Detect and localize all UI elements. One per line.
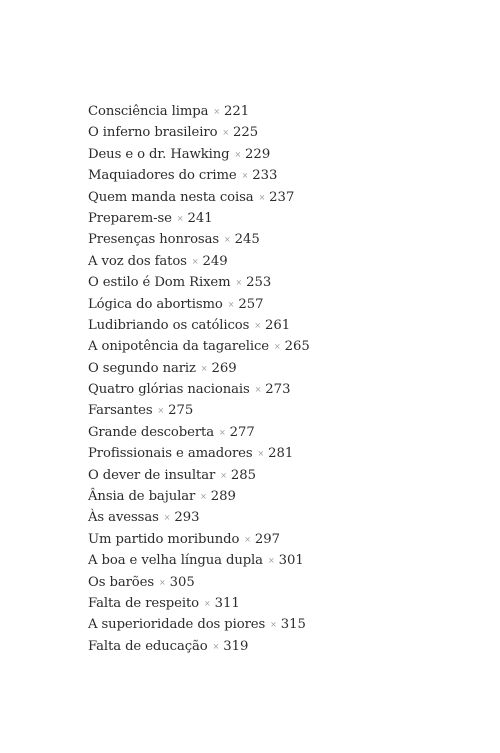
toc-entry[interactable] [88, 636, 310, 657]
toc-entry-title: Farsantes [88, 403, 153, 419]
toc-entry-page: 269 [211, 360, 237, 376]
separator-icon: × [235, 278, 243, 288]
separator-icon: × [241, 171, 249, 181]
separator-icon: × [254, 385, 262, 395]
toc-entry-page: 277 [229, 424, 255, 440]
toc-entry-title: O dever de insultar [88, 467, 216, 483]
toc-entry[interactable] [88, 229, 310, 250]
toc-entry-page: 319 [223, 638, 249, 654]
toc-entry[interactable] [88, 422, 310, 443]
toc-entry-title: Deus e o dr. Hawking [88, 146, 230, 162]
separator-icon: × [213, 107, 221, 116]
separator-icon: × [234, 149, 242, 159]
toc-entry-page: 237 [269, 189, 295, 205]
toc-entry-title: A voz dos fatos [88, 253, 187, 269]
toc-entry-title: Presenças honrosas [88, 232, 220, 248]
separator-icon: × [212, 641, 220, 651]
separator-icon: × [204, 598, 211, 608]
toc-entry-title: Ânsia de bajular [88, 489, 196, 505]
toc-entry-title: Consciência limpa [88, 104, 209, 119]
toc-entry[interactable] [88, 379, 310, 400]
toc-entry-page: 265 [284, 339, 310, 355]
toc-entry[interactable] [88, 614, 310, 635]
toc-entry[interactable] [88, 486, 310, 507]
toc-entry[interactable] [88, 550, 310, 571]
toc-entry-page: 289 [210, 489, 236, 505]
toc-entry-title: A superioridade dos piores [88, 617, 266, 633]
toc-entry[interactable] [88, 572, 310, 593]
toc-entry-title: Um partido moribundo [88, 531, 240, 547]
toc-entry[interactable] [88, 122, 310, 143]
toc-entry-page: 225 [233, 125, 259, 141]
separator-icon: × [218, 427, 226, 437]
toc-entry-title: Falta de respeito [88, 595, 200, 611]
toc-entry[interactable] [88, 400, 310, 421]
toc-entry-page: 229 [245, 146, 271, 162]
toc-entry[interactable] [88, 208, 310, 229]
toc-entry-page: 273 [265, 382, 291, 398]
toc-entry-page: 297 [254, 531, 281, 547]
toc-entry[interactable] [88, 251, 310, 272]
toc-entry-page: 249 [202, 253, 228, 269]
toc-entry[interactable] [88, 443, 310, 464]
toc-entry[interactable] [88, 144, 310, 165]
separator-icon: × [254, 320, 261, 330]
separator-icon: × [257, 449, 265, 459]
separator-icon: × [274, 342, 281, 352]
toc-entry-page: 261 [264, 317, 291, 333]
separator-icon: × [200, 492, 207, 502]
toc-entry-page: 257 [238, 296, 264, 312]
toc-entry-title: Ludibriando os católicos [88, 317, 250, 333]
toc-entry[interactable] [88, 529, 310, 550]
table-of-contents [88, 101, 310, 657]
toc-entry-page: 293 [174, 510, 200, 526]
separator-icon: × [267, 556, 275, 566]
toc-entry-title: Grande descoberta [88, 424, 214, 440]
toc-entry-title: O estilo é Dom Rixem [88, 275, 231, 291]
toc-entry-page: 285 [230, 467, 256, 483]
toc-entry-title: Os barões [88, 574, 154, 590]
toc-entry-title: A onipotência da tagarelice [88, 339, 269, 355]
toc-entry[interactable] [88, 465, 310, 486]
toc-entry-title: Lógica do abortismo [88, 296, 223, 312]
toc-entry-title: A boa e velha língua dupla [88, 553, 263, 569]
toc-entry[interactable] [88, 336, 310, 357]
separator-icon: × [191, 256, 199, 266]
toc-entry-page: 245 [234, 232, 260, 248]
toc-entry[interactable] [88, 315, 310, 336]
toc-entry-title: Às avessas [88, 510, 159, 526]
separator-icon: × [220, 470, 227, 480]
toc-entry-title: O inferno brasileiro [88, 125, 218, 141]
toc-entry-title: Profissionais e amadores [88, 446, 253, 462]
toc-entry-page: 281 [268, 446, 294, 462]
toc-entry[interactable] [88, 272, 310, 293]
toc-entry-page: 315 [280, 617, 306, 633]
toc-entry-title: Falta de educação [88, 638, 208, 654]
separator-icon: × [244, 534, 251, 544]
toc-entry[interactable] [88, 294, 310, 315]
separator-icon: × [159, 577, 166, 587]
toc-entry-page: 301 [278, 553, 304, 569]
toc-entry-title: Quem manda nesta coisa [88, 189, 254, 205]
separator-icon: × [200, 363, 208, 373]
toc-entry[interactable] [88, 507, 310, 528]
toc-entry-title: Quatro glórias nacionais [88, 382, 250, 398]
toc-entry-page: 221 [224, 104, 250, 119]
toc-entry[interactable] [88, 593, 310, 614]
toc-entry-page: 311 [214, 595, 240, 611]
separator-icon: × [222, 128, 230, 138]
toc-entry-page: 305 [169, 574, 195, 590]
toc-entry-page: 241 [187, 210, 213, 226]
separator-icon: × [270, 620, 277, 630]
toc-entry-title: Maquiadores do crime [88, 168, 237, 184]
toc-entry-page: 253 [246, 275, 272, 291]
toc-entry[interactable] [88, 187, 310, 208]
toc-entry[interactable] [88, 358, 310, 379]
separator-icon: × [176, 213, 184, 223]
separator-icon: × [224, 235, 231, 245]
toc-entry-title: O segundo nariz [88, 360, 196, 376]
toc-entry-page: 275 [168, 403, 194, 419]
toc-entry-title: Preparem-se [88, 210, 172, 226]
separator-icon: × [258, 192, 266, 202]
toc-entry[interactable] [88, 165, 310, 186]
toc-entry-page: 233 [252, 168, 278, 184]
separator-icon: × [157, 406, 165, 416]
separator-icon: × [163, 513, 171, 523]
separator-icon: × [227, 299, 235, 309]
toc-entry[interactable] [88, 101, 310, 122]
